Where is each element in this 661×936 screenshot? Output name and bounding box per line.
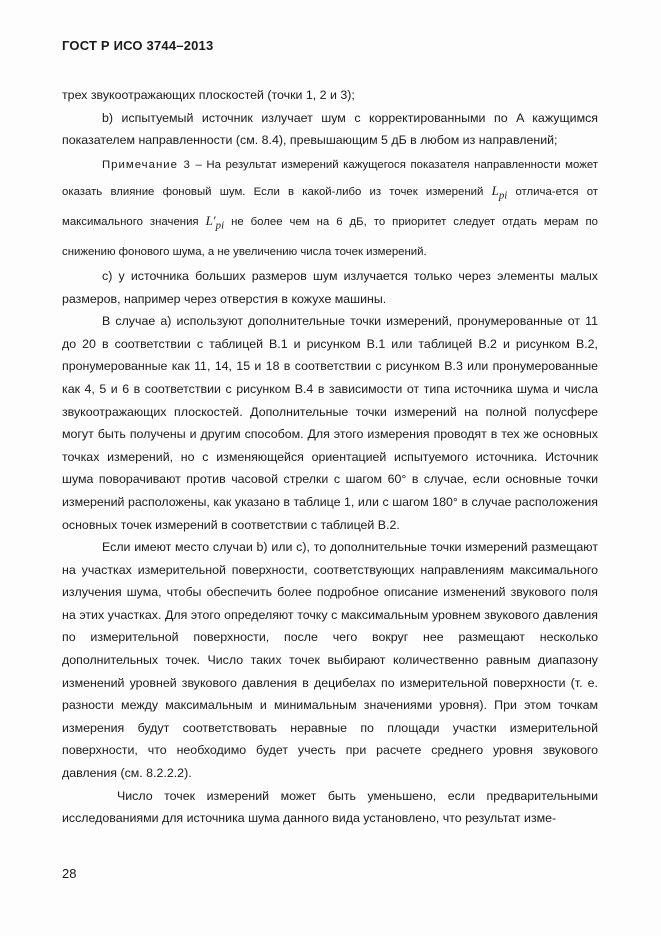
paragraph: В случае a) используют дополнительные точки измерений, пронумерованные от 11 до 20 в соответствии с таблицей B.1 и рисунком B.1 или таблицей B.2 и рисунком B.2, пронумерованные как 11, 14, 15 и 18 в соответствии с рисунком B.3 или пронумерованные как 4, 5 и 6 в соответствии с рисунком B.4 в зависимости от типа источника шума и числа звукоотражающих плоскостей. Дополнительные точки измерений на полной полусфере могут быть получены и другим способом. Для этого измерения проводят в тех же основных точках измерений, но с изменяющейся ориентацией испытуемого источника. Источник шума поворачивают против часовой стрелки с шагом 60° в случае, если основные точки измерений расположены, как указано в таблице 1, или с шагом 180° в случае расположения основных точек измерений в соответствии с таблицей B.2. bbox=[62, 314, 598, 532]
formula-symbol: L bbox=[491, 182, 499, 198]
list-item-b: b) испытуемый источник излучает шум с корректированными по A кажущимся показателем направленности (см. 8.4), превышающим 5 дБ в любом из направлений; bbox=[62, 110, 598, 148]
page-header: ГОСТ Р ИСО 3744–2013 bbox=[62, 38, 214, 53]
paragraph: трех звукоотражающих плоскостей (точки 1, 2 и 3); bbox=[62, 88, 355, 102]
note-label: Примечание 3 bbox=[102, 158, 191, 171]
paragraph: Если имеют место случаи b) или c), то дополнительные точки измерений размещают на участках измерительной поверхности, соответствующих направлениям максимального излучения шума, чтобы обеспечить более подробное описание изменений звукового поля на этих участках. Для этого определяют точку с максимальным уровнем звукового давления по измерительной поверхности, после чего вокруг нее размещают несколько дополнительных точек. Число таких точек выбирают количественно равным диапазону изменений уровней звукового давления в децибелах по измерительной поверхности (т. е. разности между максимальным и минимальным значениями уровня). При этом точкам измерения будут соответствовать неравные по площади участки измерительной поверхности, что необходимо будет учесть при расчете среднего уровня звукового давления (см. 8.2.2.2). bbox=[62, 540, 598, 781]
formula-subscript: pi bbox=[498, 189, 508, 202]
formula-lpi bbox=[491, 182, 508, 202]
list-item-c: c) у источника больших размеров шум излучается только через элементы малых размеров, например через отверстия в кожухе машины. bbox=[62, 268, 598, 306]
note-text: отлича-ется от максимального значения bbox=[62, 185, 598, 229]
body-text bbox=[62, 84, 598, 830]
formula-subscript: pi bbox=[215, 219, 225, 232]
paragraph: Число точек измерений может быть уменьшено, если предварительными исследованиями для источника шума данного вида установлено, что результат изме- bbox=[62, 788, 598, 826]
note-text: – На результат измерений кажущегося показателя направленности может оказать влияние фоновый шум. Если в какой-либо из точек измерений bbox=[62, 158, 598, 198]
note-text: не более чем на 6 дБ, то приоритет следует отдать мерам по снижению фонового шума, а не увеличению числа точек измерений. bbox=[62, 216, 598, 258]
page-number: 28 bbox=[62, 866, 77, 881]
note-block bbox=[62, 152, 598, 265]
formula-symbol: L′ bbox=[205, 213, 216, 229]
formula-lpi-max bbox=[205, 213, 225, 232]
